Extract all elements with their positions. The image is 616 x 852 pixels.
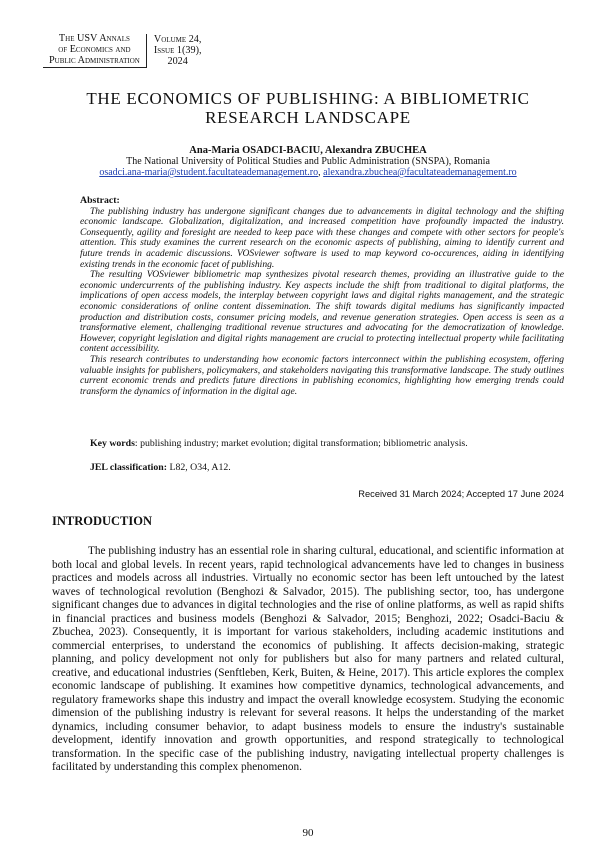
authors: Ana-Maria OSADCI-BACIU, Alexandra ZBUCHEA [189,145,427,156]
keywords-label: Key words [90,438,135,449]
affiliation: The National University of Political Studies and Public Administration (SNSPA), Romania [126,156,490,167]
keywords [90,438,564,450]
year-line: 2024 [167,56,188,67]
journal-name [43,33,146,68]
keywords-value: publishing industry; market evolution; digital transformation; bibliometric analysis. [140,438,468,449]
received-accepted-dates: Received 31 March 2024; Accepted 17 June 2024 [358,489,564,499]
introduction-paragraph: The publishing industry has an essential role in sharing cultural, educational, and scientific information at both local and global levels. In recent years, rapid technological advancements have led to changes in business practices and models across all industries. Virtually no economic sector has been left untouched by the latest waves of technological revolution (Benghozi & Salvador, 2015). The publishing sector, too, has undergone significant changes due to advances in digital technologies and the rise of online platforms, as well as rapid shifts in financial practices and business models (Benghozi & Salvador, 2015; Benghozi, 2022; Osadci-Baciu & Zbuchea, 2023). Consequently, it is important for various stakeholders, including academic institutions and commercial enterprises, to understand the economics of publishing. It affects decision-making, strategic planning, and policy development not only for publishers but also for many partners and related cultural, creative, and educational industries (Senftleben, Kerk, Buiten, & Heine, 2017). This article explores the complex economic landscape of publishing. It examines how competitive dynamics, technological advancements, and regulatory frameworks shape this industry and impact the overall knowledge ecosystem. Studying the economic dimension of the publishing industry is relevant for several reasons. It helps the understanding of the market dynamics, including consumer behavior, to adapt business models to ensure the industry's sustainable development, identify innovation and growth opportunities, and respond strategically to technological transformation. In the specific case of the publishing industry, navigating intellectual property challenges is facilitated by understanding this complex phenomenon. [52,545,564,773]
email-link-author-1[interactable]: osadci.ana-maria@student.facultateademanagement.ro [99,167,319,178]
abstract [80,196,564,397]
email-link-author-2[interactable]: alexandra.zbuchea@facultateademanagement.ro [323,167,517,178]
journal-volume [146,34,208,68]
jel-classification [90,462,564,474]
issue-line: Issue 1(39), [153,45,202,56]
keywords-separator: : [134,438,141,449]
article-title [40,89,576,127]
abstract-paragraph: The publishing industry has undergone significant changes due to advancements in digital technology and the shifting economic landscape. Globalization, digitalization, and increased competition have profoundly impacted the industry. Consequently, agility and foresight are needed to keep pace with these changes and compete with other sectors for people's attention. This study examines the current research on the economic aspects of publishing, aiming to identify current and future trends in academic discussions. VOSviewer software is used to map keyword co-occurences, aiding in identifying existing trends in the economic facet of publishing. [80,205,564,270]
volume-line: Volume 24, [153,34,202,45]
author-emails [40,167,576,179]
abstract-paragraph: The resulting VOSviewer bibliometric map synthesizes pivotal research themes, providing an illustrative guide to the economic undercurrents of the publishing industry. Key aspects include the shift from traditional to digital platforms, the implications of open access models, the interplay between copyright laws and digital rights management, and the strategic economic considerations of online content dissemination. The shift towards digital mediums has significantly impacted production and distribution costs, consumer pricing models, and revenue generation strategies. Open access is seen as a transformative element, challenging traditional revenue structures and advocating for the democratization of knowledge. However, copyright legislation and digital rights management are crucial to protecting intellectual property while facilitating content accessibility. [80,269,564,355]
journal-name-line: of Economics and [58,44,131,55]
journal-name-line: The USV Annals [58,33,130,44]
journal-header [43,33,208,68]
jel-label: JEL classification: [90,462,168,473]
page-number: 90 [302,827,314,839]
email-separator: , [318,167,324,178]
abstract-paragraph: This research contributes to understanding how economic factors interconnect within the publishing ecosystem, offering valuable insights for publishers, policymakers, and stakeholders navigating this transformative landscape. The study outlines current economic trends and predicts future directions in publishing economics, highlighting how emerging trends could transform the dynamics of information in the digital age. [80,353,564,397]
journal-name-line: Public Administration [49,55,140,66]
abstract-heading: Abstract: [80,195,120,206]
jel-value: L82, O34, A12. [167,462,231,473]
article-title-line: THE ECONOMICS OF PUBLISHING: A BIBLIOMETRIC [86,89,530,108]
introduction-heading: INTRODUCTION [52,514,153,528]
article-title-line: RESEARCH LANDSCAPE [205,108,411,127]
